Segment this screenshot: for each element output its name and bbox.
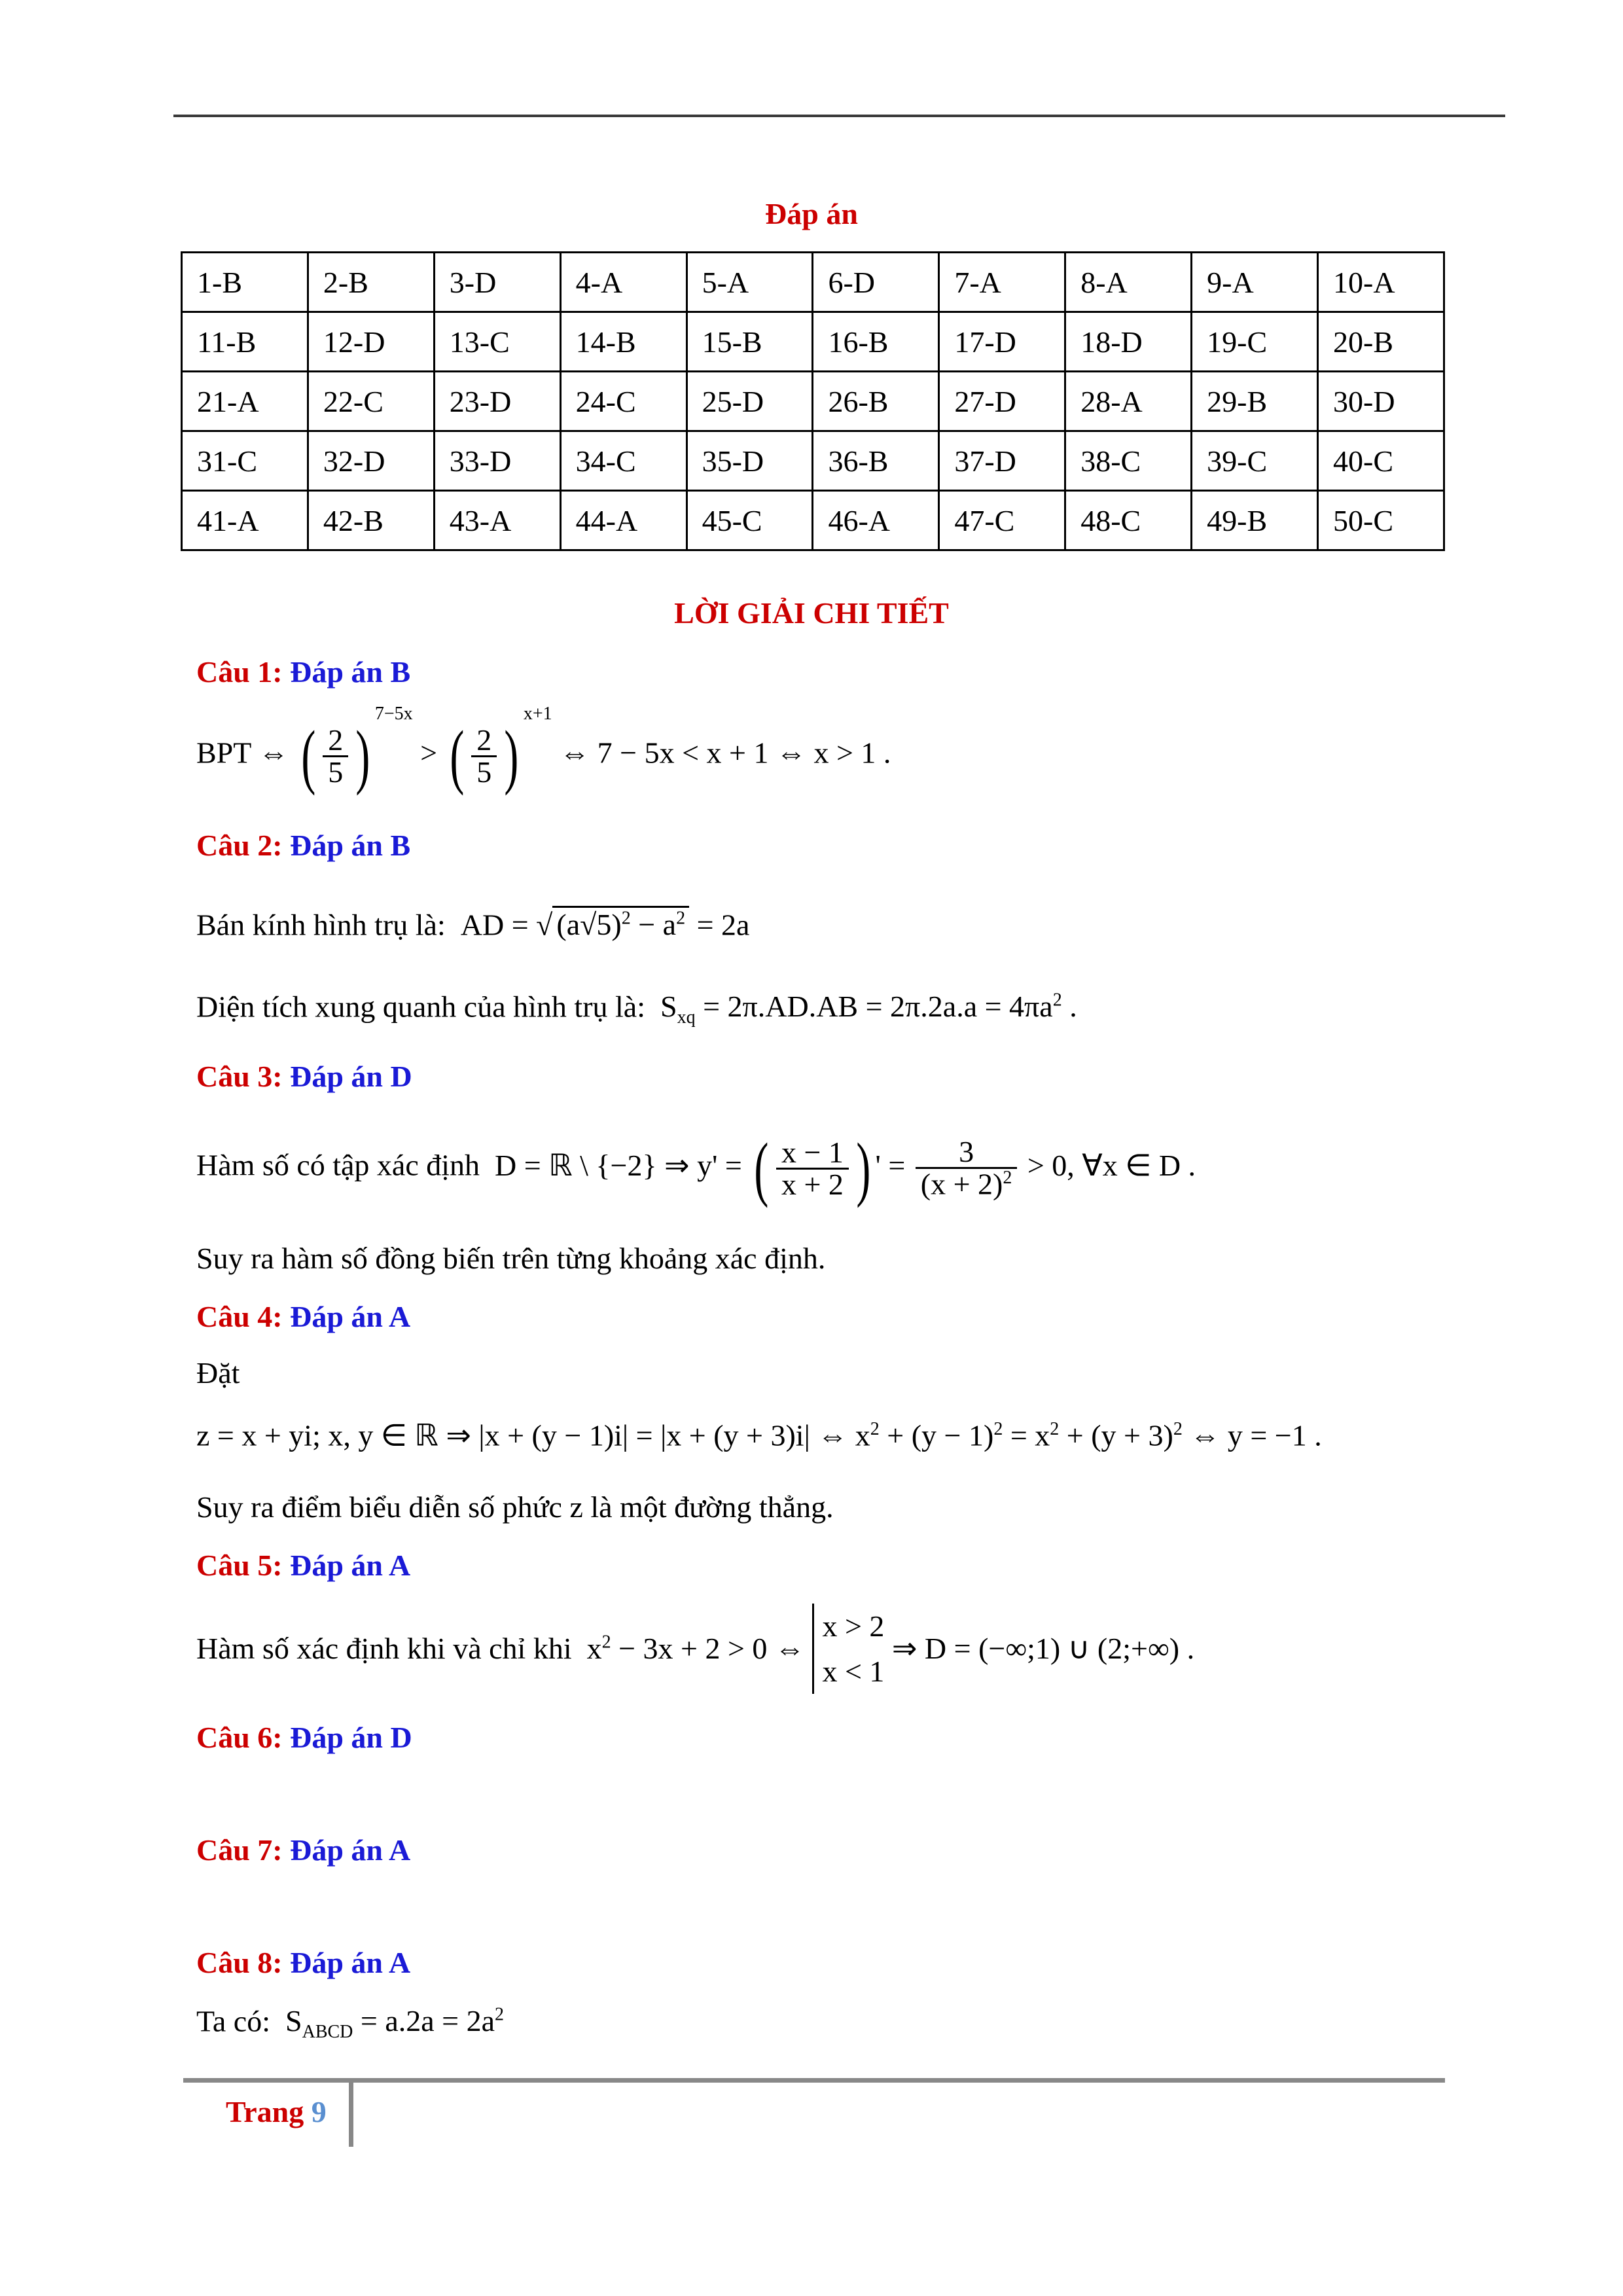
answer-cell: 11-B (182, 312, 308, 372)
question-4-formula: z = x + yi; x, y ∈ ℝ ⇒ |x + (y − 1)i| = |x + (y + 3)i| ⇔ $x^2 + (y - 1)^2 = x^2 + (y + 3)^2$ ⇔ y = −1 . (196, 1418, 1322, 1452)
answer-cell: 24-C (560, 372, 687, 431)
question-5-formula: Hàm số xác định khi và chỉ khi $x^2 - 3x + 2 > 0$ ⇔ x > 2 x < 1 ⇒ D = (−∞;1) ∪ (2;+∞) . (196, 1604, 1194, 1694)
question-1-heading: Câu 1: Đáp án B (196, 655, 411, 689)
answer-cell: 2-B (308, 253, 434, 312)
answer-cell: 30-D (1318, 372, 1444, 431)
answer-cell: 27-D (939, 372, 1065, 431)
question-6-heading: Câu 6: Đáp án D (196, 1721, 412, 1754)
question-5-heading: Câu 5: Đáp án A (196, 1549, 411, 1582)
answer-cell: 33-D (434, 431, 560, 491)
answer-cell: 7-A (939, 253, 1065, 312)
answer-cell: 4-A (560, 253, 687, 312)
answer-cell: 49-B (1192, 491, 1318, 550)
answer-cell: 28-A (1065, 372, 1192, 431)
header-rule (173, 115, 1505, 117)
answer-cell: 47-C (939, 491, 1065, 550)
question-3-heading: Câu 3: Đáp án D (196, 1060, 412, 1093)
answer-cell: 12-D (308, 312, 434, 372)
question-2-area: Diện tích xung quanh của hình trụ là: $S_{xq} = 2\pi.AD.AB = 2\pi.2a.a = 4\pi a^2$ . (196, 990, 1077, 1028)
answer-cell: 41-A (182, 491, 308, 550)
answer-cell: 6-D (813, 253, 939, 312)
answer-cell: 36-B (813, 431, 939, 491)
answer-cell: 43-A (434, 491, 560, 550)
answer-cell: 32-D (308, 431, 434, 491)
answer-cell: 8-A (1065, 253, 1192, 312)
answer-cell: 5-A (687, 253, 813, 312)
answer-cell: 18-D (1065, 312, 1192, 372)
answer-cell: 3-D (434, 253, 560, 312)
answer-cell: 46-A (813, 491, 939, 550)
answer-cell: 1-B (182, 253, 308, 312)
question-1-formula: BPT ⇔ ( $\frac{2}{5}$ )$^{7-5x}$ > ( $\frac{2}{5}$ )$^{x+1}$ ⇔ 7 − 5x < x + 1 ⇔ x > 1 . (196, 704, 891, 796)
answer-cell: 38-C (1065, 431, 1192, 491)
question-4-conclusion: Suy ra điểm biểu diễn số phức z là một đường thẳng. (196, 1490, 834, 1524)
answer-cell: 10-A (1318, 253, 1444, 312)
answer-cell: 20-B (1318, 312, 1444, 372)
answer-cell: 23-D (434, 372, 560, 431)
answer-cell: 9-A (1192, 253, 1318, 312)
answer-row (182, 491, 1444, 550)
question-3-conclusion: Suy ra hàm số đồng biến trên từng khoảng xác định. (196, 1242, 826, 1275)
question-2-heading: Câu 2: Đáp án B (196, 829, 411, 862)
answer-cell: 13-C (434, 312, 560, 372)
answer-cell: 16-B (813, 312, 939, 372)
question-7-heading: Câu 7: Đáp án A (196, 1833, 411, 1867)
answer-cell: 22-C (308, 372, 434, 431)
answer-cell: 21-A (182, 372, 308, 431)
answer-row (182, 312, 1444, 372)
question-4-set: Đặt (196, 1356, 240, 1390)
answer-cell: 40-C (1318, 431, 1444, 491)
solutions-title: LỜI GIẢI CHI TIẾT (674, 596, 949, 630)
answer-cell: 15-B (687, 312, 813, 372)
answer-row (182, 372, 1444, 431)
answer-title: Đáp án (765, 197, 858, 230)
answer-cell: 19-C (1192, 312, 1318, 372)
answer-cell: 34-C (560, 431, 687, 491)
answer-cell: 39-C (1192, 431, 1318, 491)
answer-cell: 50-C (1318, 491, 1444, 550)
question-3-formula: Hàm số có tập xác định D = ℝ \ {−2} ⇒ y' = ( $\frac{x - 1}{x + 2}$ ) ' = $\frac{3}{(x + 2)^2}$ > 0, ∀x ∈ D . (196, 1128, 1196, 1208)
question-8-heading: Câu 8: Đáp án A (196, 1946, 411, 1979)
answer-cell: 35-D (687, 431, 813, 491)
answer-cell: 48-C (1065, 491, 1192, 550)
answer-row (182, 431, 1444, 491)
footer-rule (183, 2078, 1445, 2083)
answer-cell: 14-B (560, 312, 687, 372)
answer-cell: 45-C (687, 491, 813, 550)
answer-table (181, 251, 1445, 551)
question-4-heading: Câu 4: Đáp án A (196, 1300, 411, 1333)
answer-cell: 26-B (813, 372, 939, 431)
question-8-formula: Ta có: $S_{ABCD} = a.2a = 2a^2$ (196, 2004, 505, 2043)
answer-cell: 44-A (560, 491, 687, 550)
footer-divider (349, 2083, 353, 2147)
question-2-radius: Bán kính hình trụ là: AD = √ $(a√5)^2 - a^2 = 2a$ (196, 910, 749, 940)
answer-cell: 25-D (687, 372, 813, 431)
answer-cell: 31-C (182, 431, 308, 491)
answer-cell: 29-B (1192, 372, 1318, 431)
page-number: Trang 9 (226, 2095, 327, 2128)
answer-cell: 42-B (308, 491, 434, 550)
answer-cell: 37-D (939, 431, 1065, 491)
answer-cell: 17-D (939, 312, 1065, 372)
answer-row (182, 253, 1444, 312)
